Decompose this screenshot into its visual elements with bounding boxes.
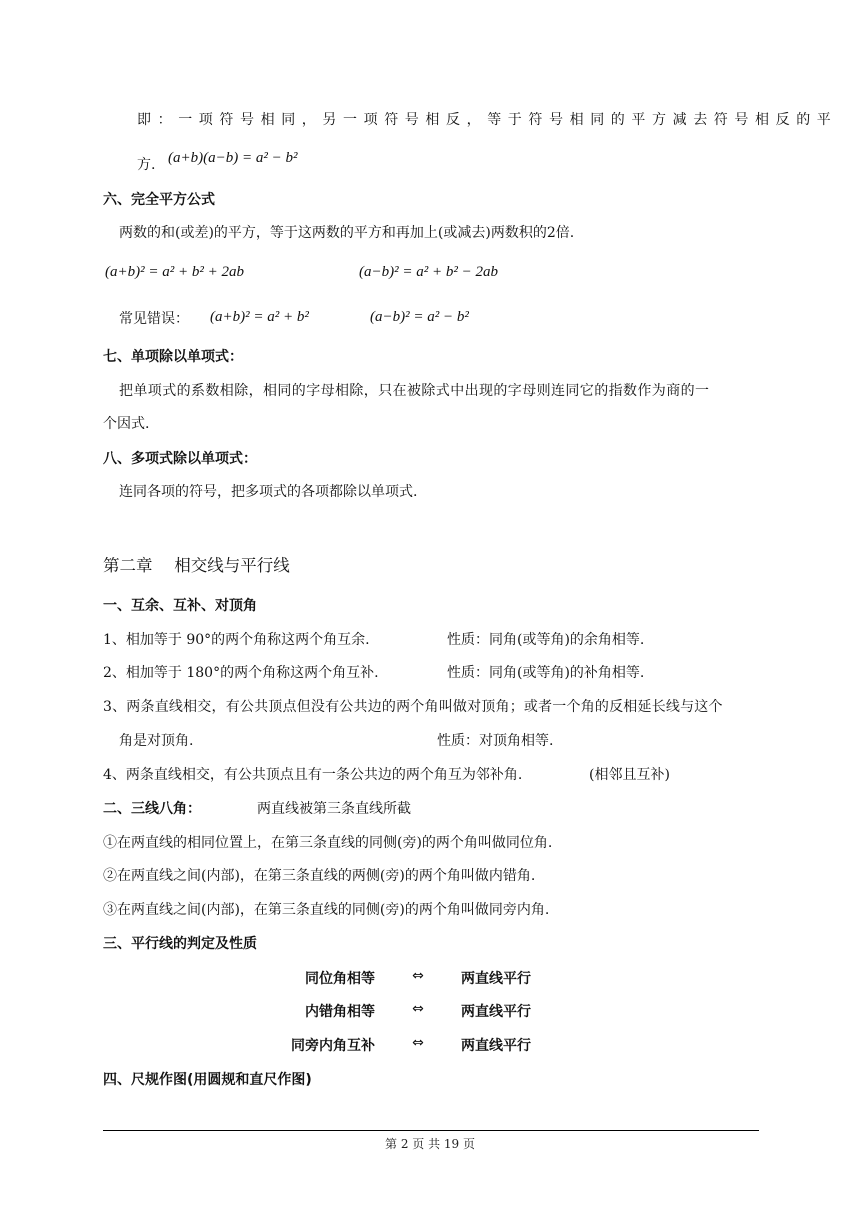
common-error-sum: (a+b)² = a² + b² bbox=[210, 309, 309, 325]
section-heading-monomial-division: 七、单项除以单项式： bbox=[103, 349, 243, 365]
polynomial-division-text: 连同各项的符号，把多项式的各项都除以单项式. bbox=[119, 484, 418, 500]
section-heading-perfect-square: 六、完全平方公式 bbox=[103, 192, 215, 208]
equivalence-arrow-icon: ⇔ bbox=[412, 1001, 424, 1017]
difference-of-squares-formula: (a+b)(a−b) = a² − b² bbox=[168, 150, 298, 166]
parallel-criterion-right: 两直线平行 bbox=[461, 1038, 531, 1054]
equivalence-arrow-icon: ⇔ bbox=[412, 968, 424, 984]
monomial-division-text-line1: 把单项式的系数相除，相同的字母相除，只在被除式中出现的字母则连同它的指数作为商的一 bbox=[119, 383, 710, 399]
alternate-interior-angles-definition: ②在两直线之间(内部)，在第三条直线的两侧(旁)的两个角叫做内错角. bbox=[103, 868, 536, 884]
monomial-division-text-line2: 个因式. bbox=[103, 416, 150, 432]
common-error-difference: (a−b)² = a² − b² bbox=[370, 309, 469, 325]
adjacent-supplementary-note: (相邻且互补) bbox=[589, 767, 670, 783]
vertical-angles-definition-line2: 角是对顶角. bbox=[119, 733, 194, 749]
perfect-square-formula-difference: (a−b)² = a² + b² − 2ab bbox=[359, 264, 498, 280]
perfect-square-formula-sum: (a+b)² = a² + b² + 2ab bbox=[105, 264, 244, 280]
vertical-angles-definition-line1: 3、两条直线相交，有公共顶点但没有公共边的两个角叫做对顶角；或者一个角的反相延长线与这个 bbox=[103, 699, 723, 715]
section-heading-angles: 一、互余、互补、对顶角 bbox=[103, 598, 257, 614]
parallel-criterion-right: 两直线平行 bbox=[461, 1004, 531, 1020]
footer-divider bbox=[103, 1130, 759, 1131]
section-heading-ruler-compass: 四、尺规作图(用圆规和直尺作图) bbox=[103, 1072, 312, 1088]
page-number: 第 2 页 共 19 页 bbox=[385, 1137, 475, 1151]
supplementary-angles-property: 性质：同角(或等角)的补角相等. bbox=[447, 665, 645, 681]
difference-of-squares-rule: 即：一项符号相同，另一项符号相反，等于符号相同的平方减去符号相反的平 bbox=[137, 112, 838, 128]
parallel-criterion-left: 同旁内角互补 bbox=[291, 1038, 375, 1054]
section-heading-polynomial-division: 八、多项式除以单项式： bbox=[103, 451, 257, 467]
parallel-criterion-left: 同位角相等 bbox=[305, 971, 375, 987]
equivalence-arrow-icon: ⇔ bbox=[412, 1035, 424, 1051]
perfect-square-description: 两数的和(或差)的平方，等于这两数的平方和再加上(或减去)两数积的2倍. bbox=[119, 225, 575, 241]
common-error-label: 常见错误： bbox=[119, 311, 189, 327]
supplementary-angles-definition: 2、相加等于 180°的两个角称这两个角互补. bbox=[103, 665, 379, 681]
complementary-angles-definition: 1、相加等于 90°的两个角称这两个角互余. bbox=[103, 632, 370, 648]
corresponding-angles-definition: ①在两直线的相同位置上，在第三条直线的同侧(旁)的两个角叫做同位角. bbox=[103, 835, 553, 851]
section-heading-three-lines-eight-angles: 二、三线八角： bbox=[103, 801, 201, 817]
complementary-angles-property: 性质：同角(或等角)的余角相等. bbox=[447, 632, 645, 648]
section-heading-parallel-lines: 三、平行线的判定及性质 bbox=[103, 936, 257, 952]
parallel-criterion-left: 内错角相等 bbox=[305, 1004, 375, 1020]
parallel-criterion-right: 两直线平行 bbox=[461, 971, 531, 987]
adjacent-supplementary-definition: 4、两条直线相交，有公共顶点且有一条公共边的两个角互为邻补角. bbox=[103, 767, 523, 783]
same-side-interior-angles-definition: ③在两直线之间(内部)，在第三条直线的同侧(旁)的两个角叫做同旁内角. bbox=[103, 902, 550, 918]
vertical-angles-property: 性质：对顶角相等. bbox=[437, 733, 554, 749]
difference-of-squares-rule-end: 方. bbox=[137, 157, 156, 173]
three-lines-subtitle: 两直线被第三条直线所截 bbox=[257, 801, 411, 817]
chapter-title: 第二章 相交线与平行线 bbox=[103, 556, 290, 575]
